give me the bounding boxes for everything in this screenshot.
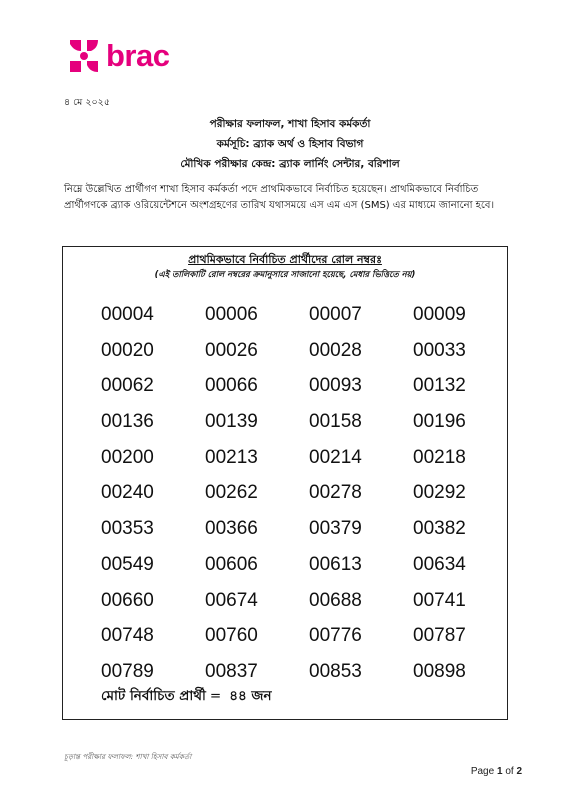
roll-number: 00213 — [205, 446, 258, 468]
roll-number: 00353 — [101, 518, 154, 540]
roll-number: 00139 — [205, 411, 258, 433]
result-title: পরীক্ষার ফলাফল, শাখা হিসাব কর্মকর্তা — [209, 118, 371, 130]
roll-number: 00006 — [205, 304, 258, 325]
program-title: কর্মসূচি: ব্র্যাক অর্থ ও হিসাব বিভাগ — [216, 138, 364, 150]
roll-number: 00240 — [101, 482, 154, 504]
roll-number: 00028 — [309, 339, 362, 361]
intro-paragraph: নিম্নে উল্লেখিত প্রার্থীগণ শাখা হিসাব কর্মকর্তা পদে প্রাথমিকভাবে নির্বাচিত হয়েছেন। প্রাথমিকভাবে নির্বাচিত প্রার্থীগণকে ব্র্যাক ওরিয়েন্টেশনে অংশগ্রহণের তারিখ যথাসময়ে এস এম এস (SMS) এর মাধ্যমে জানানো হবে। — [64, 184, 495, 211]
roll-number: 00033 — [413, 339, 466, 361]
roll-number: 00748 — [101, 625, 154, 647]
roll-number: 00382 — [413, 518, 466, 540]
roll-number: 00760 — [205, 625, 258, 647]
roll-number: 00379 — [309, 518, 362, 540]
roll-number: 00853 — [309, 660, 362, 682]
roll-number: 00132 — [413, 375, 466, 397]
roll-number: 00898 — [413, 660, 466, 682]
document-date: ৪ মে ২০২৫ — [64, 97, 111, 108]
total-value: ৪৪ জন — [229, 688, 272, 704]
roll-number: 00741 — [413, 589, 466, 611]
roll-number: 00688 — [309, 589, 362, 611]
roll-number-grid — [101, 297, 501, 690]
roll-number: 00262 — [205, 482, 258, 504]
roll-number: 00004 — [101, 304, 154, 325]
roll-number: 00789 — [101, 660, 154, 682]
page-word: Page — [470, 766, 495, 777]
roll-number: 00093 — [309, 375, 362, 397]
roll-number: 00218 — [413, 446, 466, 468]
roll-number-box — [62, 246, 508, 720]
roll-number: 00660 — [101, 589, 154, 611]
brac-logo — [64, 35, 169, 77]
roll-number: 00196 — [413, 411, 466, 433]
roll-number: 00606 — [205, 553, 258, 575]
roll-number: 00787 — [413, 625, 466, 647]
roll-number: 00366 — [205, 518, 258, 540]
page-of: of — [505, 766, 514, 777]
document-headings — [64, 114, 516, 174]
exam-center-title: মৌখিক পরীক্ষার কেন্দ্র: ব্র্যাক লার্নিং সেন্টার, বরিশাল — [180, 158, 400, 170]
roll-number: 00158 — [309, 411, 362, 433]
roll-number: 00026 — [205, 339, 258, 361]
roll-number: 00062 — [101, 375, 154, 397]
roll-number: 00214 — [309, 446, 362, 468]
page-number — [471, 766, 522, 777]
total-label: মোট নির্বাচিত প্রার্থী — [101, 688, 206, 704]
roll-list-title: প্রাথমিকভাবে নির্বাচিত প্রার্থীদের রোল নম্বরঃ — [188, 253, 382, 266]
total-equals: = — [209, 688, 222, 704]
brac-logo-icon — [64, 36, 104, 76]
roll-number: 00613 — [309, 553, 362, 575]
roll-number: 00009 — [413, 304, 466, 325]
roll-number: 00837 — [205, 660, 258, 682]
roll-number: 00776 — [309, 625, 362, 647]
roll-number: 00200 — [101, 446, 154, 468]
page-total: 2 — [516, 766, 522, 777]
roll-number: 00066 — [205, 375, 258, 397]
roll-number: 00020 — [101, 339, 154, 361]
roll-number: 00136 — [101, 411, 154, 433]
total-selected — [101, 685, 272, 708]
roll-number: 00674 — [205, 589, 258, 611]
roll-number: 00292 — [413, 482, 466, 504]
page-current: 1 — [496, 766, 503, 777]
brac-logo-text: brac — [106, 38, 170, 73]
roll-number: 00634 — [413, 553, 466, 575]
roll-number: 00549 — [101, 553, 154, 575]
roll-number: 00278 — [309, 482, 362, 504]
footer-caption: চূড়ান্ত পরীক্ষার ফলাফল: শাখা হিসাব কর্মকর্তা — [64, 752, 192, 761]
roll-number: 00007 — [309, 304, 362, 325]
roll-list-note: (এই তালিকাটি রোল নম্বরের ক্রমানুসারে সাজানো হয়েছে, মেধার ভিত্তিতে নয়) — [154, 269, 416, 279]
